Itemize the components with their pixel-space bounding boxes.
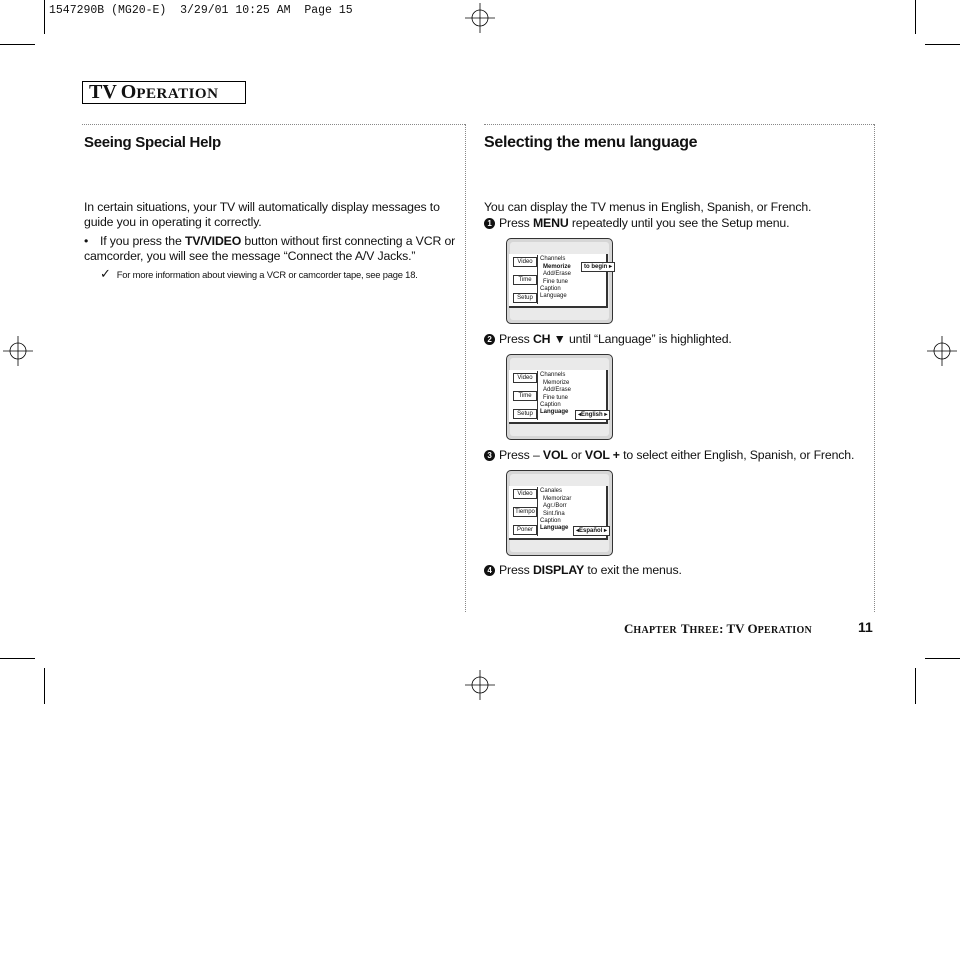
tv-screen-language-highlighted <box>506 354 613 440</box>
menu-tab: Video <box>513 489 537 499</box>
checkmark-icon: ✓ <box>100 266 111 281</box>
menu-item: Memorizar <box>543 496 572 502</box>
step-number-icon: 2 <box>484 334 495 345</box>
tv-screen-spanish-selected <box>506 470 613 556</box>
step-number-icon: 4 <box>484 565 495 576</box>
special-help-intro: In certain situations, your TV will automatically display messages to guide you in operating it correctly. <box>84 200 440 229</box>
arrow-right-icon: ▸ <box>604 412 608 418</box>
menu-item: Channels <box>540 256 566 262</box>
arrow-right-icon: ▸ <box>604 528 608 534</box>
menu-item: Sint.fina <box>543 511 565 517</box>
step-1: 1 Press MENU repeatedly until you see the Setup menu. <box>484 216 869 231</box>
arrow-right-icon: ▸ <box>609 264 613 270</box>
step-number-icon: 3 <box>484 450 495 461</box>
menu-item: Channels <box>540 372 566 378</box>
menu-item: Memorize <box>543 380 570 386</box>
arrow-left-icon: ◂ <box>576 528 580 534</box>
menu-tab: Time <box>513 391 537 401</box>
menu-item-highlighted: Language <box>540 409 569 415</box>
menu-item-highlighted: Language <box>540 525 569 531</box>
step-3: 3 Press – VOL or VOL + to select either English, Spanish, or French. <box>484 448 869 463</box>
tv-screen-setup-menu <box>506 238 613 324</box>
page-number: 11 <box>858 619 873 635</box>
menu-item: Canales <box>540 488 563 494</box>
menu-item: Language <box>540 293 567 299</box>
menu-tab: Video <box>513 373 537 383</box>
menu-tab: Video <box>513 257 537 267</box>
menu-item: Caption <box>540 286 561 292</box>
special-help-bullet: • If you press the TV/VIDEO button without first connecting a VCR or camcorder, you will see the message “Connect the A/V Jacks.” <box>84 234 456 263</box>
menu-tab: Setup <box>513 293 537 303</box>
menu-item: Caption <box>540 402 561 408</box>
registration-mark-left <box>3 336 33 366</box>
heading-menu-language: Selecting the menu language <box>484 134 698 151</box>
slug-line: 1547290B (MG20-E) 3/29/01 10:25 AM Page 15 <box>49 4 353 17</box>
right-column-edge <box>874 124 875 612</box>
step-2: 2 Press CH ▼ until “Language” is highlighted. <box>484 332 869 347</box>
column-divider <box>465 124 466 612</box>
special-help-note: ✓ For more information about viewing a VCR or camcorder tape, see page 18. <box>100 266 418 281</box>
menu-tab: Tiempo <box>513 507 537 517</box>
menu-tab: Poner <box>513 525 537 535</box>
menu-tab: Time <box>513 275 537 285</box>
selection-bar: ◂English ▸ <box>575 410 610 420</box>
step-number-icon: 1 <box>484 218 495 229</box>
menu-language-intro: You can display the TV menus in English, Spanish, or French. <box>484 200 812 214</box>
arrow-left-icon: ◂ <box>578 412 582 418</box>
left-column-top-rule <box>82 124 465 125</box>
heading-seeing-special-help: Seeing Special Help <box>84 134 221 151</box>
registration-mark-bottom <box>465 670 495 700</box>
registration-mark-right <box>927 336 957 366</box>
menu-item-highlighted: Memorize <box>543 264 571 270</box>
menu-item: Add/Erase <box>543 271 572 277</box>
menu-item: Caption <box>540 518 561 524</box>
menu-item: Add/Erase <box>543 387 572 393</box>
section-title-box <box>82 81 246 104</box>
menu-item: Agr./Borr <box>543 503 567 509</box>
chapter-footer: CHAPTER THREE: TV OPERATION <box>624 621 813 636</box>
section-title: TV OPERATION <box>89 81 219 103</box>
step-4: 4 Press DISPLAY to exit the menus. <box>484 563 869 578</box>
menu-item: Fine tune <box>543 395 569 401</box>
selection-bar: to begin ▸ <box>581 262 615 272</box>
menu-tab: Setup <box>513 409 537 419</box>
registration-mark-top <box>465 3 495 33</box>
right-column-top-rule <box>484 124 874 125</box>
menu-item: Fine tune <box>543 279 569 285</box>
selection-bar: ◂Español ▸ <box>573 526 610 536</box>
